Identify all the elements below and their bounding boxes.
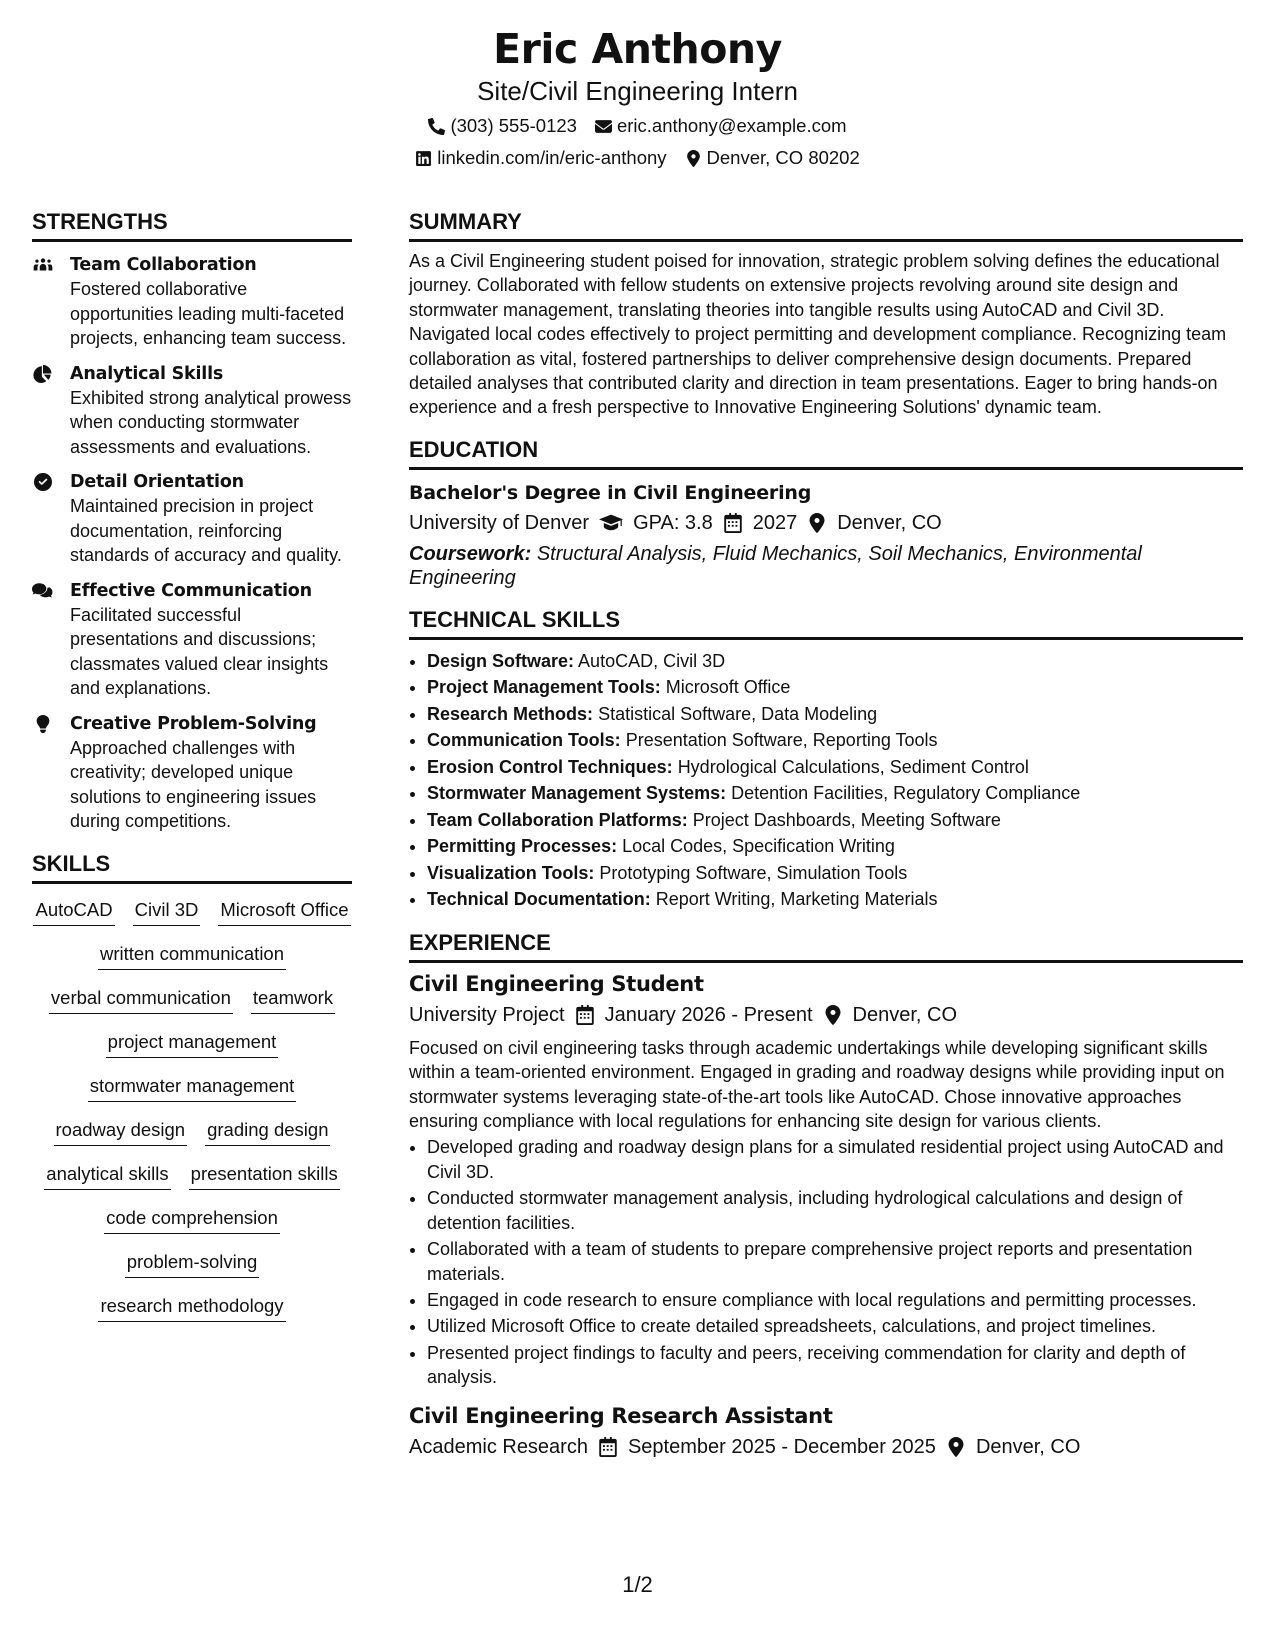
list-item <box>427 807 1243 834</box>
strength-desc: Facilitated successful presentations and discussions; classmates valued clear insights and explanations. <box>70 604 329 698</box>
skill-tag: Microsoft Office <box>218 898 350 926</box>
school-name: University of Denver <box>409 511 590 534</box>
skills-heading: SKILLS <box>32 850 352 884</box>
job-title: Civil Engineering Student <box>409 971 704 996</box>
tech-skill-label: Stormwater Management Systems: <box>427 783 727 804</box>
job-org: Academic Research <box>409 1435 588 1458</box>
skill-tag: roadway design <box>54 1118 188 1146</box>
job-meta <box>409 1001 1243 1029</box>
job-meta <box>409 1433 1243 1461</box>
comments-icon <box>32 582 54 600</box>
calendar-icon <box>598 1437 618 1457</box>
list-item <box>427 754 1243 781</box>
tech-skill-value: Project Dashboards, Meeting Software <box>692 809 1001 830</box>
pie-chart-icon <box>32 365 54 383</box>
list-item <box>427 701 1243 728</box>
candidate-title: Site/Civil Engineering Intern <box>477 76 798 106</box>
tech-skill-value: Detention Facilities, Regulatory Compliance <box>731 783 1081 804</box>
tech-skill-value: Statistical Software, Data Modeling <box>598 703 878 724</box>
skill-tag: problem-solving <box>125 1250 260 1278</box>
coursework <box>409 542 1243 590</box>
strength-item <box>32 470 352 568</box>
gpa-text: GPA: 3.8 <box>633 511 713 534</box>
list-item: • Conducted stormwater management analysis, including hydrological calculations and design of detention facilities. <box>427 1186 1243 1235</box>
tech-skill-label: Team Collaboration Platforms: <box>427 809 688 830</box>
resume-header <box>0 22 1275 170</box>
strength-item <box>32 579 352 701</box>
skill-tag: verbal communication <box>49 986 233 1014</box>
technical-skills-heading: TECHNICAL SKILLS <box>409 606 1243 640</box>
envelope-icon <box>595 118 612 135</box>
tech-skill-value: Presentation Software, Reporting Tools <box>625 730 938 751</box>
phone-icon <box>428 118 445 135</box>
tech-skill-label: Project Management Tools: <box>427 677 661 698</box>
technical-skills-list <box>409 648 1243 913</box>
contact-linkedin[interactable] <box>415 146 666 170</box>
skills-list <box>32 898 352 1322</box>
linkedin-text: linkedin.com/in/eric-anthony <box>437 147 667 168</box>
job-location: Denver, CO <box>852 1003 957 1026</box>
education-meta <box>409 509 1243 537</box>
strength-desc: Maintained precision in project documentation, reinforcing standards of accuracy and quality. <box>70 496 342 565</box>
strengths-heading: STRENGTHS <box>32 208 352 242</box>
strength-title: Effective Communication <box>70 580 312 601</box>
tech-skill-label: Permitting Processes: <box>427 836 618 857</box>
tech-skill-value: Local Codes, Specification Writing <box>622 836 895 857</box>
coursework-label: Coursework: <box>409 542 532 565</box>
list-item <box>427 860 1243 887</box>
skill-tag: research methodology <box>98 1294 285 1322</box>
tech-skill-value: Microsoft Office <box>665 677 791 698</box>
job-bullets <box>409 1135 1243 1389</box>
map-marker-icon <box>807 513 827 533</box>
contact-phone <box>428 114 577 138</box>
contact-row-2 <box>0 146 1275 170</box>
strength-title: Analytical Skills <box>70 363 224 384</box>
linkedin-icon <box>415 150 432 167</box>
list-item: • Collaborated with a team of students to prepare comprehensive project reports and presentation materials. <box>427 1237 1243 1286</box>
map-marker-icon <box>946 1437 966 1457</box>
tech-skill-label: Technical Documentation: <box>427 889 651 910</box>
summary-heading: SUMMARY <box>409 208 1243 242</box>
skill-tag: written communication <box>98 942 286 970</box>
skill-tag: grading design <box>205 1118 330 1146</box>
email-text: eric.anthony@example.com <box>616 115 847 136</box>
skill-tag: code comprehension <box>104 1206 280 1234</box>
strength-desc: Approached challenges with creativity; developed unique solutions to engineering issues during competitions. <box>70 737 317 831</box>
education-heading: EDUCATION <box>409 436 1243 470</box>
contact-email[interactable] <box>595 114 847 138</box>
check-circle-icon <box>32 473 54 491</box>
list-item <box>427 886 1243 913</box>
list-item <box>427 727 1243 754</box>
tech-skill-label: Communication Tools: <box>427 730 621 751</box>
map-marker-icon <box>685 150 702 167</box>
strength-desc: Fostered collaborative opportunities leading multi-faceted projects, enhancing team success. <box>70 279 347 348</box>
users-icon <box>32 256 54 274</box>
calendar-icon <box>575 1005 595 1025</box>
tech-skill-value: Report Writing, Marketing Materials <box>655 889 938 910</box>
skill-tag: AutoCAD <box>33 898 114 926</box>
tech-skill-label: Visualization Tools: <box>427 862 595 883</box>
page-number: 1/2 <box>622 1572 653 1597</box>
phone-text: (303) 555-0123 <box>450 115 577 136</box>
list-item <box>427 674 1243 701</box>
job-summary: Focused on civil engineering tasks through academic undertakings while developing significant skills within a team-oriented environment. Engaged in grading and roadway designs while providing input on stormwater systems leveraging state-of-the-art tools like AutoCAD. Chose innovative approaches ensuring compliance with local regulations for enhancing site design for various clients. <box>409 1037 1225 1132</box>
skill-tag: analytical skills <box>44 1162 170 1190</box>
location-text: Denver, CO 80202 <box>706 147 860 168</box>
list-item: • Engaged in code research to ensure compliance with local regulations and permitting processes. <box>427 1288 1243 1312</box>
tech-skill-value: Hydrological Calculations, Sediment Control <box>677 756 1029 777</box>
list-item: • Presented project findings to faculty and peers, receiving commendation for clarity and depth of analysis. <box>427 1341 1243 1390</box>
strength-item <box>32 712 352 834</box>
job-title: Civil Engineering Research Assistant <box>409 1403 833 1428</box>
list-item: • Utilized Microsoft Office to create detailed spreadsheets, calculations, and project timelines. <box>427 1314 1243 1338</box>
tech-skill-label: Design Software: <box>427 650 575 671</box>
lightbulb-icon <box>32 715 54 733</box>
strength-title: Team Collaboration <box>70 255 257 275</box>
list-item <box>427 833 1243 860</box>
tech-skill-value: AutoCAD, Civil 3D <box>578 650 726 671</box>
strength-title: Creative Problem-Solving <box>70 713 317 734</box>
job-org: University Project <box>409 1003 565 1026</box>
list-item <box>427 780 1243 807</box>
job-dates: September 2025 - December 2025 <box>627 1435 936 1458</box>
calendar-icon <box>723 513 743 533</box>
skill-tag: presentation skills <box>189 1162 340 1190</box>
candidate-name: Eric Anthony <box>493 25 782 73</box>
strength-desc: Exhibited strong analytical prowess when conducting stormwater assessments and evaluations. <box>70 387 352 457</box>
graduation-cap-icon <box>599 513 623 533</box>
summary-text: As a Civil Engineering student poised for innovation, strategic problem solving defines the educational journey. Collaborated with fellow students on extensive projects revolving around site design and stormwater management, translating theories into tangible results using AutoCAD and Civil 3D. Navigated local codes effectively to project permitting and development compliance. Recognizing team collaboration as vital, fostered partnerships to deliver comprehensive design documents. Prepared detailed analyses that contributed clarity and direction in team presentations. Eager to bring hands-on experience and a fresh perspective to Innovative Engineering Solutions' dynamic team. <box>409 251 1227 418</box>
tech-skill-label: Erosion Control Techniques: <box>427 756 673 777</box>
contact-row-1 <box>0 114 1275 138</box>
skill-tag: teamwork <box>251 986 335 1014</box>
skill-tag: project management <box>106 1030 279 1058</box>
strength-item <box>32 362 352 460</box>
map-marker-icon <box>823 1005 843 1025</box>
graduation-year: 2027 <box>752 511 798 534</box>
strength-title: Detail Orientation <box>70 472 244 492</box>
experience-heading: EXPERIENCE <box>409 929 1243 963</box>
education-location: Denver, CO <box>837 511 942 534</box>
left-column <box>32 208 352 1322</box>
job-location: Denver, CO <box>975 1435 1081 1458</box>
list-item: • Developed grading and roadway design plans for a simulated residential project using AutoCAD and Civil 3D. <box>427 1135 1243 1184</box>
tech-skill-value: Prototyping Software, Simulation Tools <box>599 862 908 883</box>
skill-tag: Civil 3D <box>133 898 201 926</box>
contact-location <box>685 146 860 170</box>
right-column <box>409 208 1243 1461</box>
coursework-list: Structural Analysis, Fluid Mechanics, Soil Mechanics, Environmental Engineering <box>409 542 1142 589</box>
strength-item <box>32 253 352 351</box>
tech-skill-label: Research Methods: <box>427 703 594 724</box>
skill-tag: stormwater management <box>88 1074 297 1102</box>
job-dates: January 2026 - Present <box>604 1003 813 1026</box>
degree-title: Bachelor's Degree in Civil Engineering <box>409 481 812 504</box>
list-item <box>427 648 1243 675</box>
